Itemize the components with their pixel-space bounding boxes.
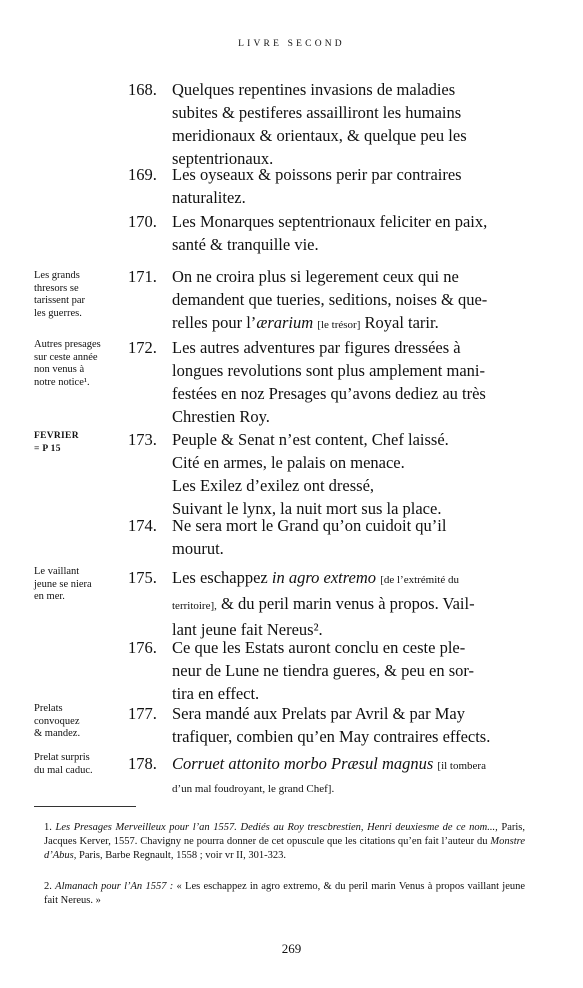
entry-text [172, 336, 525, 428]
entry-line: Sera mandé aux Prelats par Avril & par May [172, 704, 465, 723]
footnote-2 [34, 880, 525, 908]
entry-line: Les oyseaux & poissons perir par contraires [172, 165, 462, 184]
editorial-gloss: d’un mal foudroyant, le grand Chef]. [172, 783, 335, 795]
entry-number: 170. [128, 212, 157, 231]
entry-number: 178. [128, 754, 157, 773]
margin-note-175 [34, 566, 122, 604]
entry-line: festées en noz Presages qu’avons dediez au très [172, 384, 486, 403]
footnote-year: 1557. [113, 836, 138, 847]
note-line: non venus à [34, 364, 85, 375]
book-title: Les Presages Merveilleux pour l’an [55, 822, 210, 833]
entry-line: naturalitez. [172, 188, 246, 207]
note-line: sur ceste année [34, 351, 98, 363]
entry-text [172, 163, 525, 209]
entry-line: Ce que les Estats auront conclu en ceste ple- [172, 638, 466, 657]
note-line: FEVRIER [34, 431, 79, 441]
text-run: Les eschappez [172, 568, 268, 587]
entry-line: lant jeune fait Nereus². [172, 620, 323, 639]
margin-note-172 [34, 339, 122, 389]
verse-line: Les Exilez d’exilez ont dressé, [172, 476, 375, 495]
entry-line [172, 752, 525, 778]
note-line: Le vaillant [34, 566, 80, 577]
entry-line [172, 311, 525, 337]
book-year: 1557 : [145, 881, 174, 892]
note-line: Prelat surpris [34, 752, 90, 763]
entry-line: septentrionaux. [172, 149, 274, 168]
footnote-quote: « Les eschappez in agro extremo, & du peril marin [176, 881, 396, 892]
footnote-text: Paris, Barbe Regnault, 1558 ; voir [79, 850, 223, 861]
entry-line: meridionaux & orientaux, & quelque peu les [172, 126, 467, 145]
editorial-gloss: [il tombera [437, 760, 486, 772]
entry-text [172, 210, 525, 256]
entry-175 [128, 566, 525, 641]
margin-note-173 [34, 430, 122, 455]
note-line: convoquez [34, 715, 80, 727]
entry-line: tira en effect. [172, 684, 260, 703]
footnote-text: Paris, Jacques Kerver, [44, 822, 526, 847]
entry-number: 171. [128, 267, 157, 286]
footnote-line [34, 821, 525, 863]
running-head: LIVRE SECOND [238, 39, 345, 49]
entry-line: On ne croira plus si legerement ceux qui ne [172, 267, 459, 286]
footnote-line [34, 880, 525, 908]
note-line: tarissent par [34, 295, 86, 306]
book-title: Almanach pour l’An [55, 881, 143, 892]
page-number: 269 [281, 941, 302, 956]
entry-number: 177. [128, 704, 157, 723]
text-run: & du peril marin venus à propos. Vail- [221, 594, 475, 613]
entry-line: demandent que tueries, seditions, noises & que- [172, 290, 488, 309]
margin-note-178 [34, 752, 122, 777]
entry-line: neur de Lune ne tiendra gueres, & peu en sor- [172, 661, 475, 680]
entry-line: Ne sera mort le Grand qu’on cuidoit qu’il [172, 516, 447, 535]
text-run: relles pour l’ [172, 313, 257, 332]
latin-term: Corruet attonito morbo Præsul magnus [172, 754, 434, 773]
note-line: & mandez. [34, 728, 81, 739]
note-line: = P 15 [34, 443, 61, 454]
footnote-1 [34, 821, 525, 863]
entry-174 [128, 514, 525, 560]
verse-line: Cité en armes, le palais on menace. [172, 453, 405, 472]
note-line: en mer. [34, 591, 65, 602]
entry-176 [128, 636, 525, 705]
entry-170 [128, 210, 525, 256]
entry-text [172, 702, 525, 748]
entry-text [172, 752, 525, 798]
entry-line: Les autres adventures par figures dressées à [172, 338, 461, 357]
note-line: notre notice¹. [34, 376, 90, 388]
entry-verse [172, 428, 525, 520]
entry-line [172, 778, 525, 798]
entry-172 [128, 336, 525, 428]
note-line: du mal caduc. [34, 764, 93, 776]
latin-term: in agro extremo [271, 568, 377, 587]
margin-note-177 [34, 703, 122, 741]
dedication: Dediés au Roy trescbrestien, Henri deuxiesme de ce nom..., [240, 822, 498, 833]
entry-178 [128, 752, 525, 798]
book-year: 1557. [213, 822, 237, 833]
entry-line: longues revolutions sont plus amplement mani- [172, 361, 486, 380]
footnote-rule [34, 806, 136, 807]
entry-text [172, 265, 525, 337]
note-line: les guerres. [34, 307, 82, 319]
entry-168 [128, 78, 525, 170]
entry-number: 173. [128, 430, 157, 449]
entry-number: 172. [128, 338, 157, 357]
entry-number: 168. [128, 80, 157, 99]
editorial-gloss: [de l’extrémité du [380, 574, 459, 586]
latin-term: ærarium [256, 313, 314, 332]
entry-line: trafiquer, combien qu’en May contraires effects. [172, 727, 491, 746]
entry-text [172, 636, 525, 705]
entry-text [172, 514, 525, 560]
entry-177 [128, 702, 525, 748]
verse-line: Peuple & Senat n’est content, Chef laissé. [172, 430, 449, 449]
entry-169 [128, 163, 525, 209]
note-line: jeune se niera [34, 578, 92, 590]
entry-number: 175. [128, 568, 157, 587]
book-title: Monstre d’Abus, [44, 836, 525, 861]
entry-171 [128, 265, 525, 337]
footnote-quote: Venus à propos vaillant jeune fait Nereus. » [44, 881, 526, 906]
entry-text [172, 566, 525, 641]
entry-line: Les Monarques septentrionaux feliciter en paix, [172, 212, 488, 231]
note-line: Les grands [34, 270, 80, 281]
footnote-text: vr II, 301-323. [224, 850, 287, 861]
entry-line: subites & pestiferes assailliront les humains [172, 103, 462, 122]
verse-line: Suivant le lynx, la nuit mort sus la place. [172, 499, 442, 518]
note-line: thresors se [34, 282, 79, 294]
entry-line: mourut. [172, 539, 224, 558]
entry-line [172, 566, 525, 592]
entry-number: 169. [128, 165, 157, 184]
footnote-number: 1. [44, 822, 52, 833]
entry-line [172, 592, 525, 618]
footnote-text: Chavigny ne pourra donner de cet opuscule que les citations qu’en fait l’auteur du [140, 836, 488, 847]
note-line: Autres presages [34, 339, 101, 350]
entry-line: Chrestien Roy. [172, 407, 270, 426]
entry-173 [128, 428, 525, 520]
text-run: Royal tarir. [364, 313, 439, 332]
editorial-gloss: territoire], [172, 600, 217, 612]
entry-number: 176. [128, 638, 157, 657]
footnote-number: 2. [44, 881, 52, 892]
entry-line: Quelques repentines invasions de maladies [172, 80, 456, 99]
entry-text [172, 78, 525, 170]
entry-line: santé & tranquille vie. [172, 235, 319, 254]
margin-note-171 [34, 270, 122, 320]
entry-number: 174. [128, 516, 157, 535]
note-line: Prelats [34, 703, 63, 714]
editorial-gloss: [le trésor] [317, 319, 361, 331]
